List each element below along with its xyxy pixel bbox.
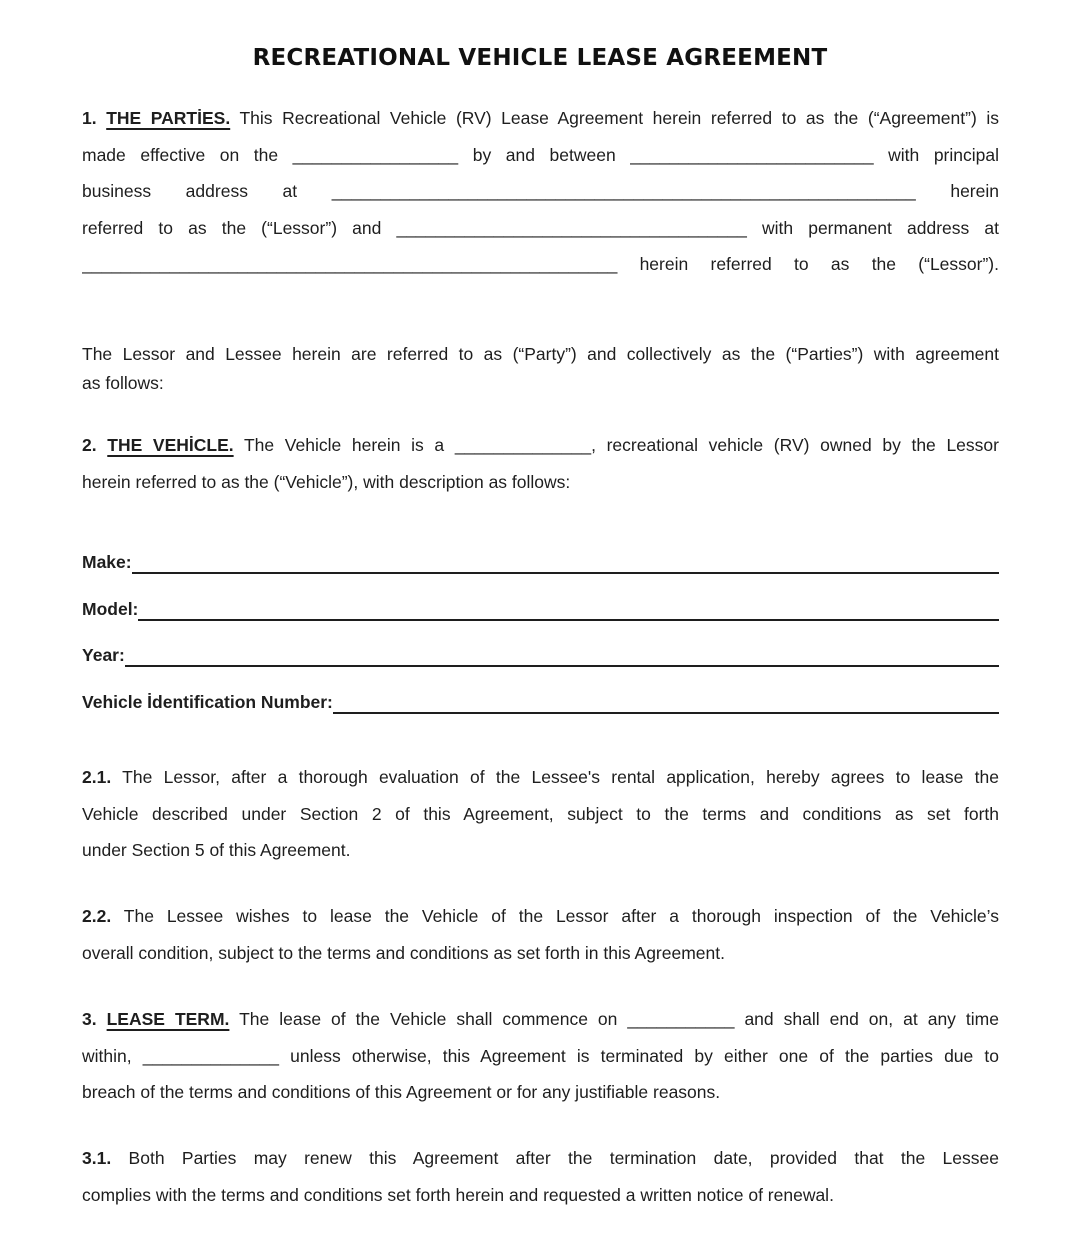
paragraph-line: 1. THE PARTİES. This Recreational Vehicle (RV) Lease Agreement herein referred to as the (“Agreement”) is xyxy=(82,108,999,128)
section-number: 3. xyxy=(82,1009,97,1029)
paragraph-line: as follows: xyxy=(82,373,164,393)
paragraph-line: breach of the terms and conditions of this Agreement or for any justifiable reasons. xyxy=(82,1082,721,1102)
paragraph-line: made effective on the _________________ by and between _________________________ with principal xyxy=(82,144,999,165)
section-number: 1. xyxy=(82,108,97,128)
paragraph-line: _______________________________________________________ herein referred to as the (“Lessor”). xyxy=(82,254,999,274)
section-parties xyxy=(82,108,999,291)
paragraph-line: overall condition, subject to the terms and conditions as set forth in this Agreement. xyxy=(82,942,725,963)
paragraph-line: herein referred to as the (“Vehicle”), with description as follows: xyxy=(82,471,571,492)
paragraph-line: within, ______________ unless otherwise, this Agreement is terminated by either one of the parties due to xyxy=(82,1045,999,1066)
paragraph-line: 3.1. Both Parties may renew this Agreement after the termination date, provided that the Lessee xyxy=(82,1148,999,1168)
model-field[interactable] xyxy=(82,597,999,619)
paragraph-line: 2.2. The Lessee wishes to lease the Vehicle of the Lessor after a thorough inspection of the Vehicle’s xyxy=(82,906,999,926)
make-line[interactable] xyxy=(132,571,999,574)
section-2-1 xyxy=(82,767,999,877)
section-heading: THE PARTİES. xyxy=(106,108,231,128)
paragraph-line: business address at ____________________________________________________________ herein xyxy=(82,181,999,201)
paragraph-line: Vehicle described under Section 2 of this Agreement, subject to the terms and conditions as set forth xyxy=(82,803,999,824)
paragraph-line: referred to as the (“Lessor”) and ____________________________________ with permanent address at xyxy=(82,217,999,238)
section-2-2 xyxy=(82,906,999,979)
section-heading: LEASE TERM. xyxy=(106,1009,230,1029)
section-number: 3.1. xyxy=(82,1148,112,1168)
paragraph-line: 2.1. The Lessor, after a thorough evaluation of the Lessee's rental application, hereby agrees to lease the xyxy=(82,767,999,787)
paragraph-line: under Section 5 of this Agreement. xyxy=(82,840,351,860)
year-label: Year: xyxy=(82,645,125,665)
document-title: RECREATIONAL VEHICLE LEASE AGREEMENT xyxy=(252,45,828,71)
parties-followup xyxy=(82,344,999,402)
paragraph-line: 3. LEASE TERM. The lease of the Vehicle shall commence on ___________ and shall end on, at any time xyxy=(82,1009,999,1029)
vin-label: Vehicle İdentification Number: xyxy=(82,692,333,712)
make-label: Make: xyxy=(82,552,132,572)
model-label: Model: xyxy=(82,599,139,619)
section-vehicle xyxy=(82,435,999,508)
model-line[interactable] xyxy=(138,618,999,621)
section-number: 2.2. xyxy=(82,906,112,926)
section-3-1 xyxy=(82,1148,999,1221)
section-lease-term xyxy=(82,1009,999,1119)
paragraph-line: complies with the terms and conditions set forth herein and requested a written notice of renewal. xyxy=(82,1184,834,1205)
paragraph-line: 2. THE VEHİCLE. The Vehicle herein is a ______________, recreational vehicle (RV) owned by the Lessor xyxy=(82,435,999,455)
section-heading: THE VEHİCLE. xyxy=(107,435,234,455)
year-line[interactable] xyxy=(125,664,999,667)
section-number: 2.1. xyxy=(82,767,112,787)
vin-line[interactable] xyxy=(333,711,999,714)
make-field[interactable] xyxy=(82,550,999,572)
paragraph-line: The Lessor and Lessee herein are referred to as (“Party”) and collectively as the (“Parties”) with agreement xyxy=(82,344,999,364)
vin-field[interactable] xyxy=(82,690,999,712)
year-field[interactable] xyxy=(82,643,999,665)
section-number: 2. xyxy=(82,435,97,455)
